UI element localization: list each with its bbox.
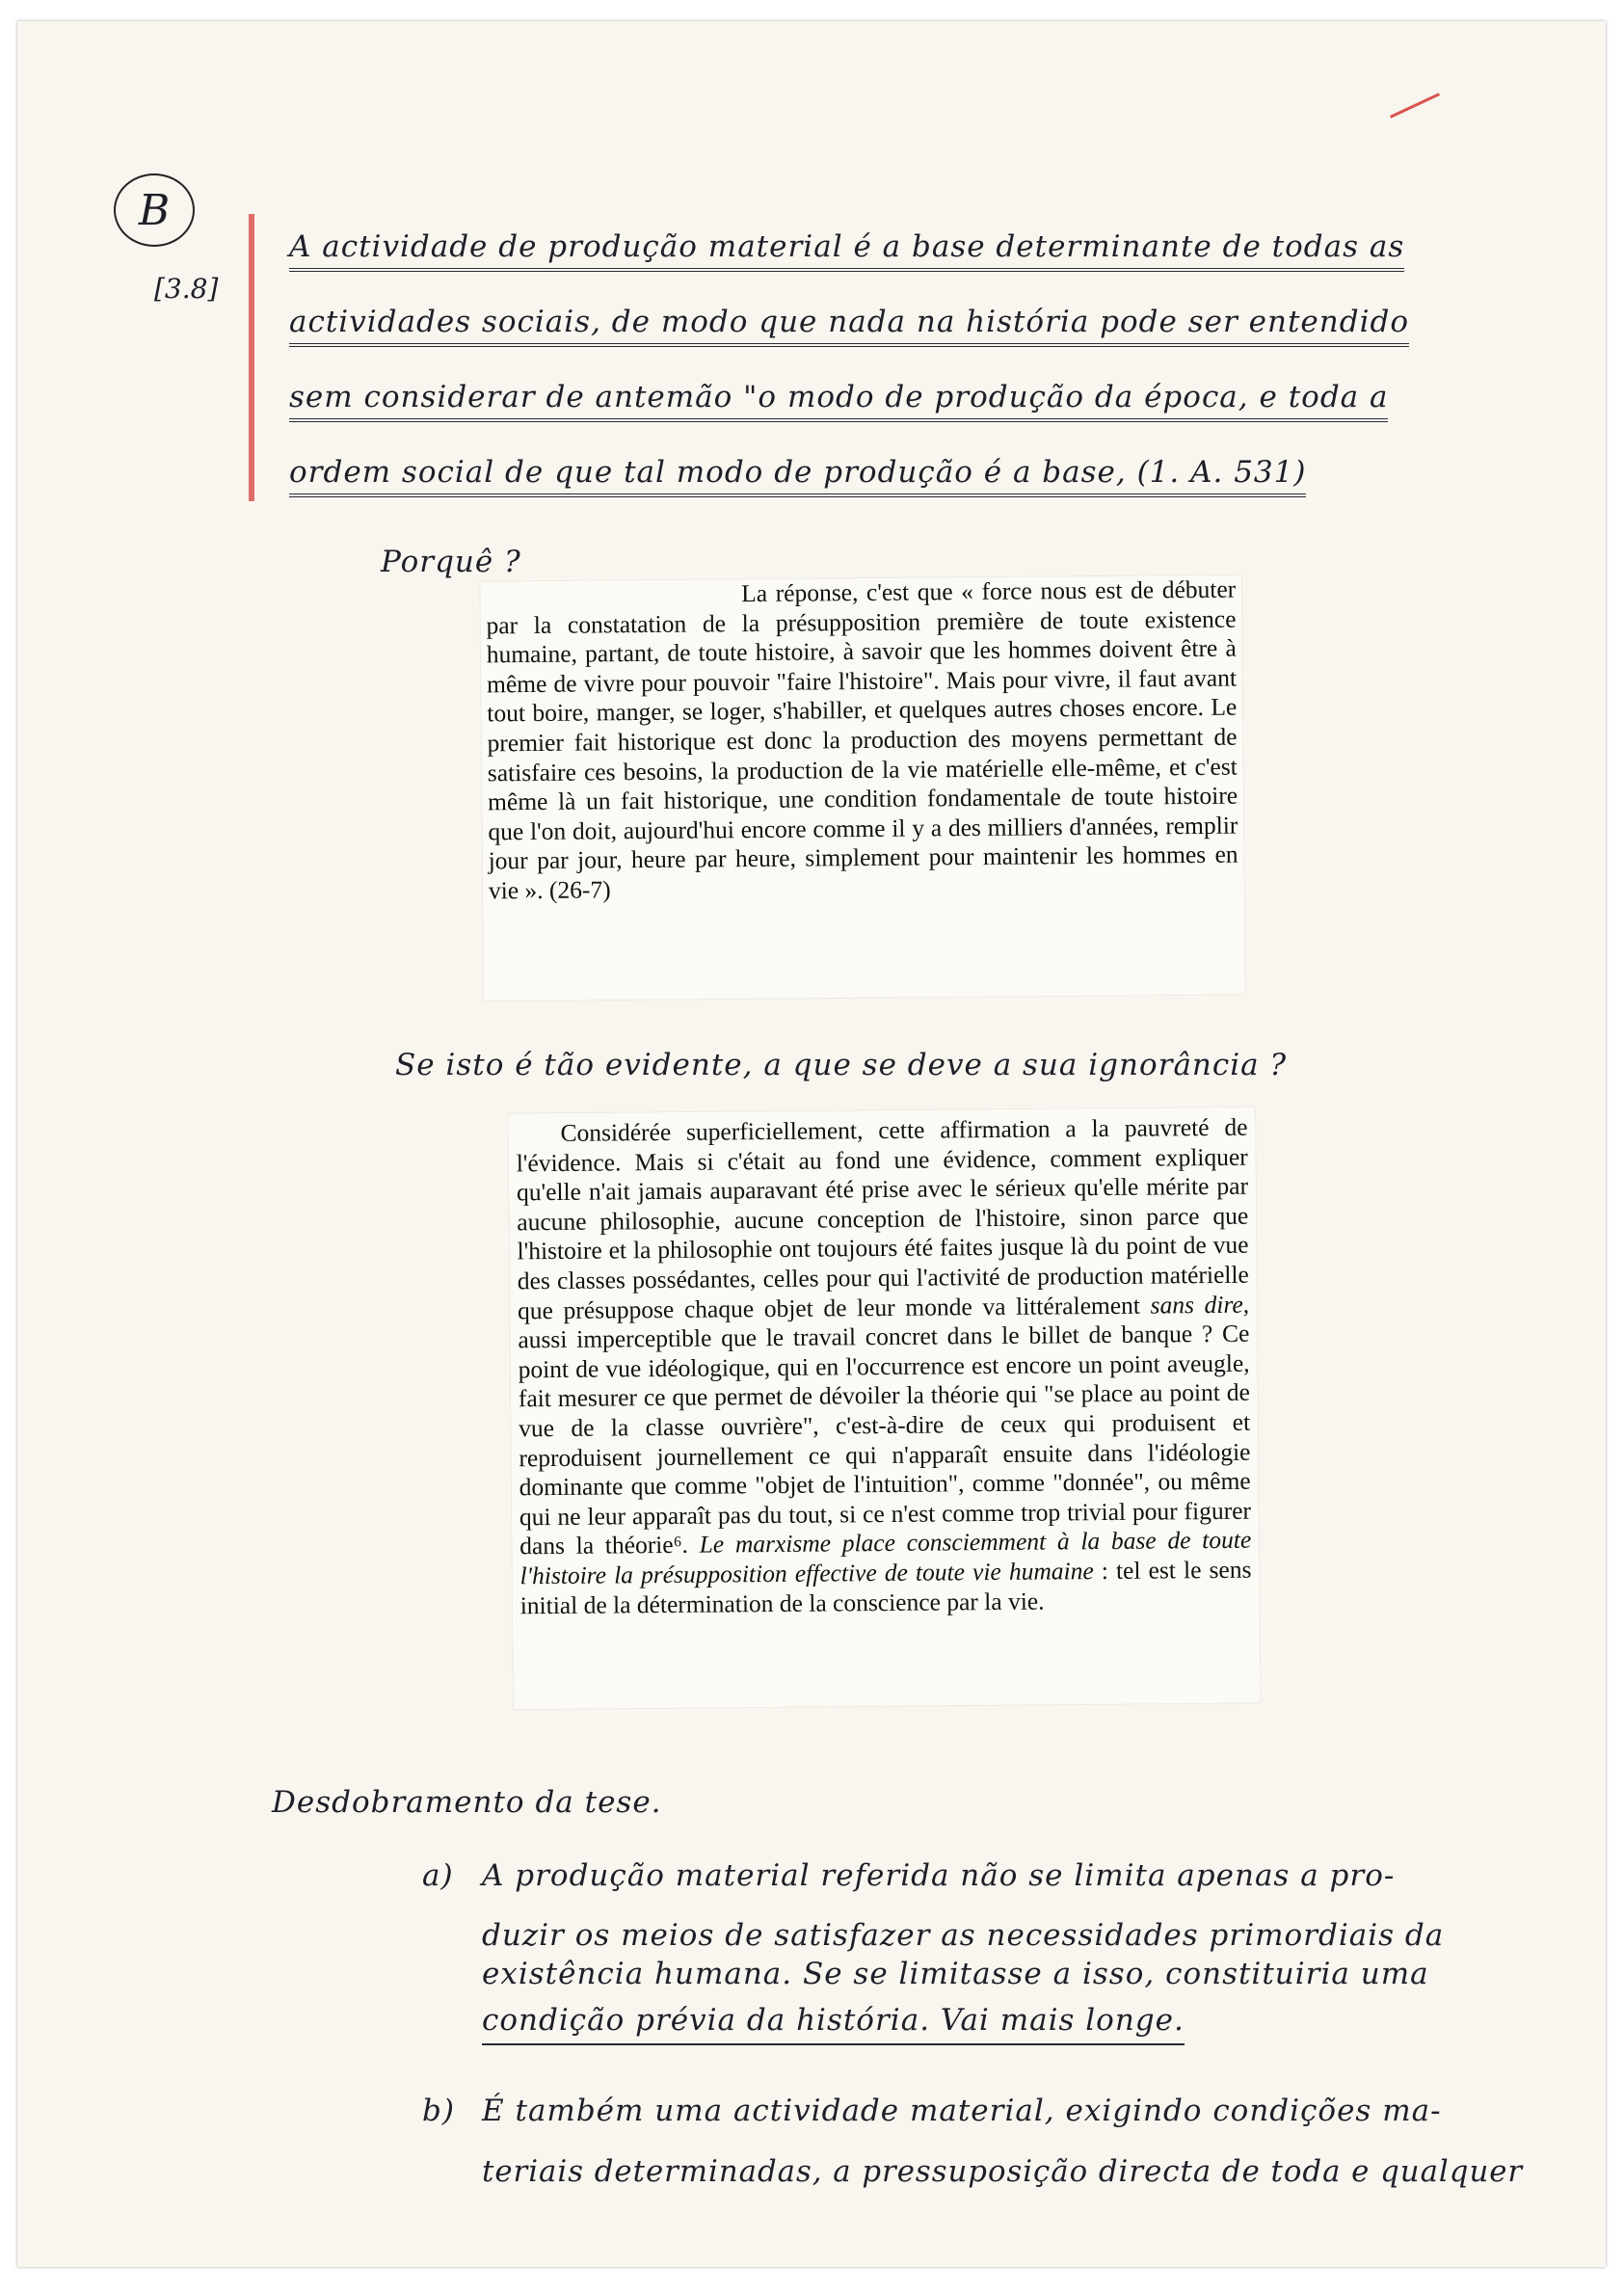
- item-b-marker: b): [422, 2094, 455, 2128]
- item-a-line-4: condição prévia da história. Vai mais longe.: [482, 2003, 1185, 2045]
- thesis-line-4: ordem social de que tal modo de produção é a base, (1. A. 531): [289, 455, 1306, 497]
- quote-2-paragraph: Considérée superficiellement, cette affirmation a la pauvreté de l'évidence. Mais si c'était au fond une évidence, comment expliquer qu'elle n'ait jamais auparavant été prise avec le sérieux qu'elle mérite par aucune philosophie, aucune conception de l'histoire, sinon parce que l'histoire et la philosophie ont toujours été faites jusque là du point de vue des classes possédantes, celles pour qui l'activité de production matérielle que présuppose chaque objet de leur monde va littéralement sans dire, aussi imperceptible que le travail concret dans le billet de banque ? Ce point de vue idéologique, qui en l'occurrence est encore un point aveugle, fait mesurer ce que permet de dévoiler la théorie qui "se place au point de vue de la classe ouvrière", c'est-à-dire de ceux qui produisent et reproduisent journellement ce qui n'apparaît ensuite dans l'idéologie dominante que comme "objet de l'intuition", comme "donnée", ou même qui ne leur apparaît pas du tout, si ce n'est comme trop trivial pour figurer dans la théorie⁶. Le marxisme place consciemment à la base de toute l'histoire la présupposition effective de toute vie humaine : tel est le sens initial de la détermination de la conscience par la vie.: [516, 1112, 1252, 1619]
- item-b-line-1: É também uma actividade material, exigindo condições ma-: [482, 2094, 1442, 2128]
- printed-quote-clipping-1: [480, 575, 1245, 1001]
- thesis-line-3: sem considerar de antemão "o modo de produção da época, e toda a: [289, 380, 1388, 422]
- item-a-line-2: duzir os meios de satisfazer as necessidades primordiais da: [482, 1918, 1445, 1953]
- thesis-line-2: actividades sociais, de modo que nada na história pode ser entendido: [289, 305, 1409, 347]
- reference-number: [3.8]: [154, 273, 219, 305]
- circled-section-letter: B: [114, 173, 195, 247]
- item-b-line-2: teriais determinadas, a pressuposição directa de toda e qualquer: [482, 2154, 1524, 2189]
- question-evidence: Se isto é tão evidente, a que se deve a sua ignorância ?: [395, 1048, 1288, 1082]
- red-margin-line: [249, 214, 254, 501]
- quote-1-paragraph: La réponse, c'est que « force nous est de débuter par la constatation de la présupposition première de toute existence humaine, partant, de toute histoire, à savoir que les hommes doivent être à même de vivre pour pouvoir "faire l'histoire". Mais pour vivre, il faut avant tout boire, manger, se loger, s'habiller, et quelques autres choses encore. Le premier fait historique est donc la production des moyens permettant de satisfaire ces besoins, la production de la vie matérielle elle-même, et c'est même là un fait historique, une condition fondamentale de toute histoire que l'on doit, aujourd'hui encore comme il y a des milliers d'années, remplir jour par jour, heure par heure, simplement pour maintenir les hommes en vie ». (26-7): [486, 574, 1238, 905]
- question-why: Porquê ?: [381, 545, 521, 579]
- thesis-line-1: A actividade de produção material é a base determinante de todas as: [289, 229, 1404, 272]
- printed-quote-clipping-2: [508, 1107, 1260, 1710]
- section-heading: Desdobramento da tese.: [272, 1785, 662, 1820]
- item-a-line-3: existência humana. Se se limitasse a isso, constituiria uma: [482, 1957, 1429, 1991]
- item-a-marker: a): [422, 1858, 454, 1893]
- item-a-line-1: A produção material referida não se limita apenas a pro-: [482, 1858, 1396, 1893]
